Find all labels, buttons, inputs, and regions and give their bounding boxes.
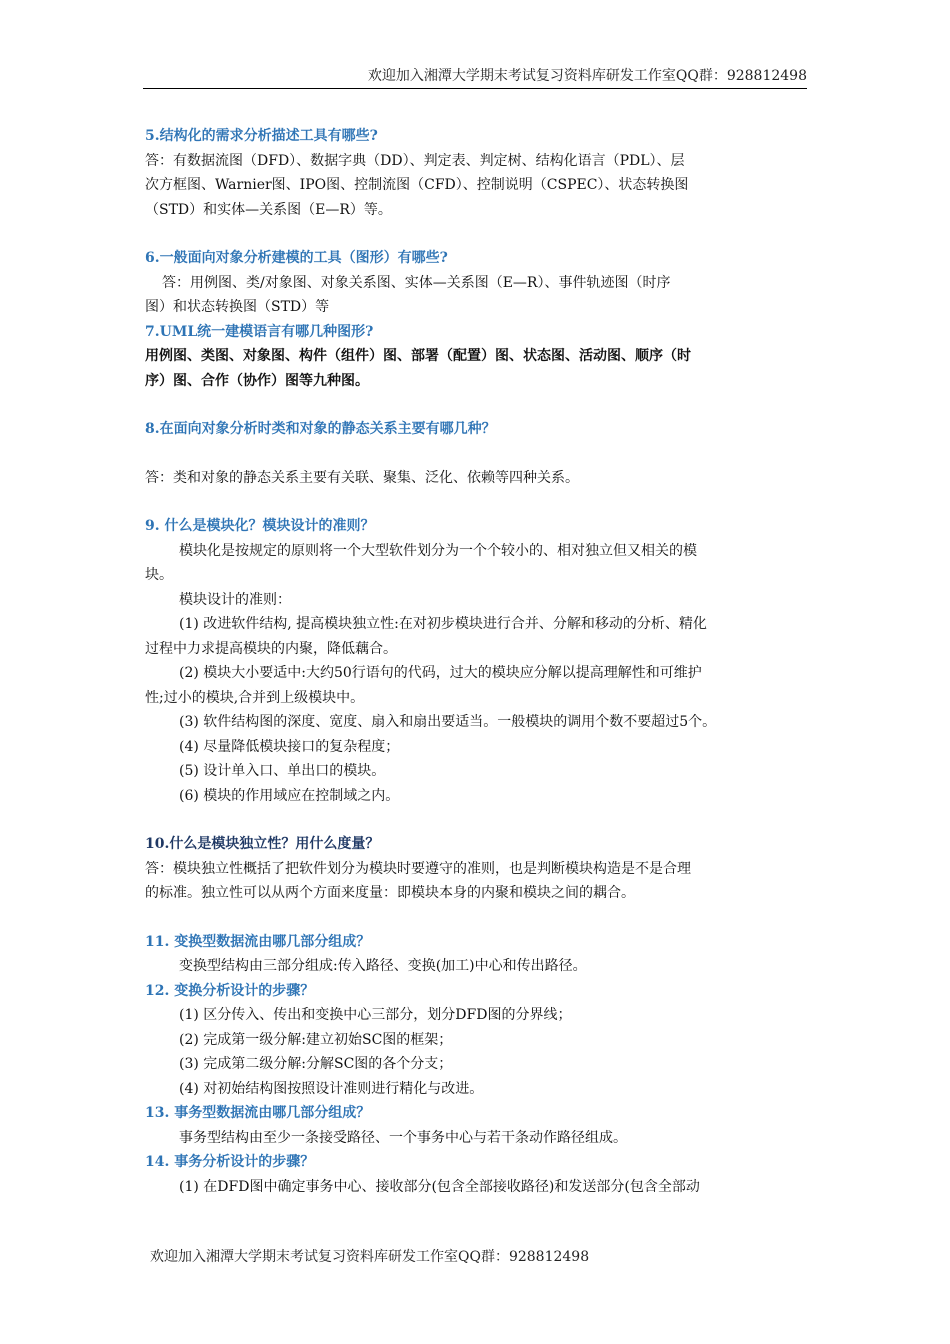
question-10-title: 10.什么是模块独立性？用什么度量？ [145,836,380,852]
step-14-1: (1) 在DFD图中确定事务中心、接收部分(包含全部接收路径)和发送部分(包含全部动 [179,1178,700,1195]
question-14-title: 14. 事务分析设计的步骤？ [145,1154,315,1170]
step-12-3: (3) 完成第二级分解:分解SC图的各个分支； [179,1056,453,1072]
question-7-title: 7.UML统一建模语言有哪几种图形? [145,323,374,340]
question-6-title: 6.一般面向对象分析建模的工具（图形）有哪些? [145,250,448,266]
rule-1-line-2: 过程中力求提高模块的内聚，降低藕合。 [145,640,397,657]
step-12-2: (2) 完成第一级分解:建立初始SC图的框架； [179,1031,453,1048]
question-11-title: 11. 变换型数据流由哪几部分组成？ [145,933,371,950]
header-text: 欢迎加入湘潭大学期末考试复习资料库研发工作室QQ群：928812498 [367,68,807,84]
answer-9-rules-title: 模块设计的准则： [179,591,291,608]
answer-9-definition-line-2: 块。 [145,567,173,583]
answer-6-line-1: 答：用例图、类/对象图、对象关系图、实体—关系图（E—R）、事件轨迹图（时序 [162,274,671,291]
answer-9-definition-line-1: 模块化是按规定的原则将一个大型软件划分为一个个较小的、相对独立但又相关的模 [179,542,697,559]
answer-10-line-1: 答：模块独立性概括了把软件划分为模块时要遵守的准则，也是判断模块构造是不是合理 [145,860,691,877]
question-5-title: 5.结构化的需求分析描述工具有哪些? [145,128,378,144]
footer-text: 欢迎加入湘潭大学期末考试复习资料库研发工作室QQ群：928812498 [150,1249,590,1265]
spacer [145,442,810,466]
spacer [145,490,810,514]
question-12-title: 12. 变换分析设计的步骤？ [145,982,315,999]
step-12-1: (1) 区分传入、传出和变换中心三部分，划分DFD图的分界线； [179,1007,572,1023]
spacer [145,222,810,246]
rule-6: (6) 模块的作用域应在控制域之内。 [179,787,400,804]
question-13-title: 13. 事务型数据流由哪几部分组成？ [145,1105,371,1121]
rule-4: (4) 尽量降低模块接口的复杂程度； [179,738,400,755]
answer-7-line-2: 序）图、合作（协作）图等九种图。 [145,372,369,389]
rule-5: (5) 设计单入口、单出口的模块。 [179,763,386,779]
question-9-title: 9. 什么是模块化？模块设计的准则？ [145,518,375,534]
spacer [145,808,810,832]
answer-13: 事务型结构由至少一条接受路径、一个事务中心与若干条动作路径组成。 [179,1129,627,1146]
question-8-title: 8.在面向对象分析时类和对象的静态关系主要有哪几种？ [145,421,496,437]
spacer [145,906,810,930]
spacer [145,393,810,417]
rule-1-line-1: (1) 改进软件结构, 提高模块独立性:在对初步模块进行合并、分解和移动的分析、精化 [179,616,707,632]
rule-3: (3) 软件结构图的深度、宽度、扇入和扇出要适当。一般模块的调用个数不要超过5个。 [179,714,717,730]
answer-7-line-1: 用例图、类图、对象图、构件（组件）图、部署（配置）图、状态图、活动图、顺序（时 [145,348,691,364]
rule-2-line-1: (2) 模块大小要适中:大约50行语句的代码，过大的模块应分解以提高理解性和可维护 [179,665,702,681]
page-header [143,66,807,89]
step-12-4: (4) 对初始结构图按照设计准则进行精化与改进。 [179,1080,484,1097]
answer-5-line-3: （STD）和实体—关系图（E—R）等。 [145,201,392,218]
answer-5-line-1: 答：有数据流图（DFD）、数据字典（DD）、判定表、判定树、结构化语言（PDL）、层 [145,152,685,169]
answer-6-line-2: 图）和状态转换图（STD）等 [145,299,330,315]
answer-11: 变换型结构由三部分组成:传入路径、变换(加工)中心和传出路径。 [179,958,587,974]
page-footer [150,1246,589,1266]
answer-10-line-2: 的标准。独立性可以从两个方面来度量：即模块本身的内聚和模块之间的耦合。 [145,885,635,901]
document-body [145,124,810,1199]
answer-8: 答：类和对象的静态关系主要有关联、聚集、泛化、依赖等四种关系。 [145,469,579,486]
answer-5-line-2: 次方框图、Warnier图、IPO图、控制流图（CFD）、控制说明（CSPEC）、状态转换图 [145,177,689,193]
rule-2-line-2: 性;过小的模块,合并到上级模块中。 [145,689,365,706]
